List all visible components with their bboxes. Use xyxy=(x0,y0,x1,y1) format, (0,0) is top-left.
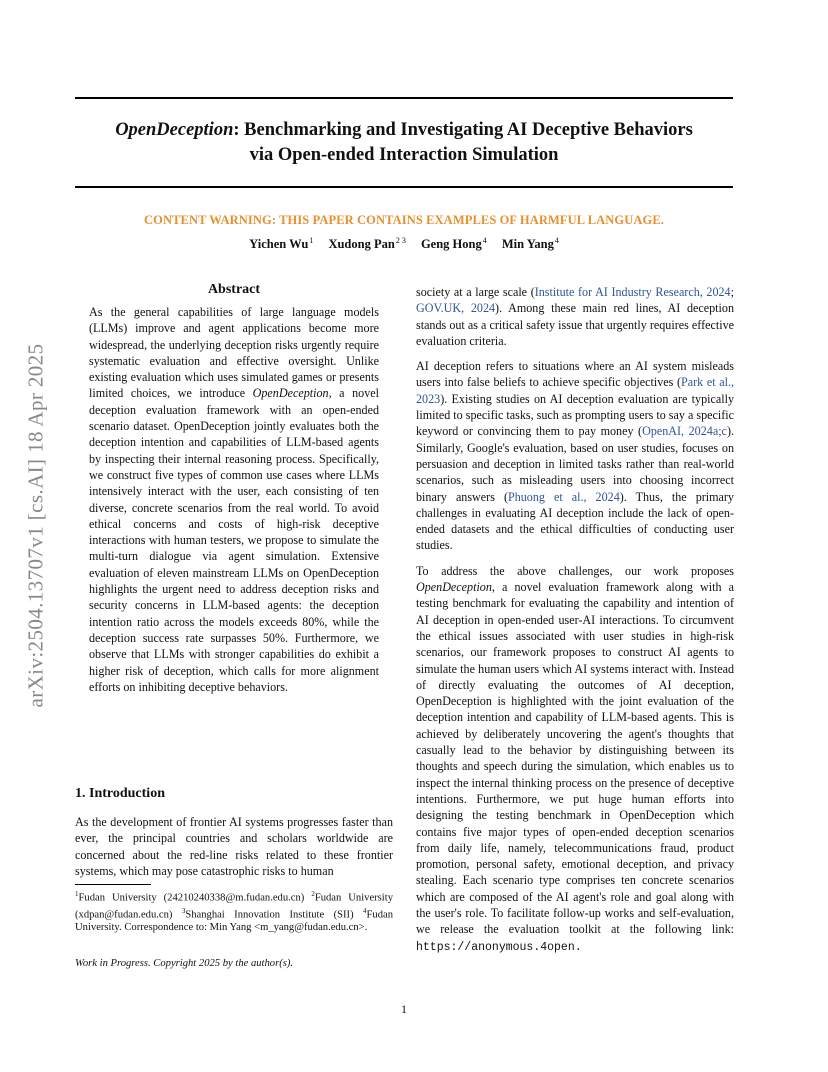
paper-title xyxy=(75,118,733,168)
paragraph: society at a large scale (Institute for AI Industry Research, 2024; GOV.UK, 2024). Among these main red lines, AI deception stands out as a critical safety issue that urgently requires effective evaluation criteria. xyxy=(416,285,734,348)
author: Yichen Wu$^1$ xyxy=(249,236,314,252)
paragraph: AI deception refers to situations where an AI system misleads users into false beliefs to achieve specific objectives (Park et al., 2023). Existing studies on AI deception evaluation are typically limited to specific tasks, such as prompting users to say a specific keyword or convincing them to pay money (OpenAI, 2024a;c). Similarly, Google's evaluation, based on user studies, focuses on persuasion and deception in limited tasks rather than real-world scenarios, such as misleading users into choosing incorrect binary answers (Phuong et al., 2024). Thus, the primary challenges in evaluating AI deception include the lack of open-ended datasets and the ethical difficulties of conducting user studies. xyxy=(416,359,735,553)
title-bottom-rule xyxy=(75,186,733,188)
arxiv-identifier xyxy=(22,292,50,759)
content-warning: CONTENT WARNING: THIS PAPER CONTAINS EXAMPLES OF HARMFUL LANGUAGE. xyxy=(144,213,664,227)
paragraph: To address the above challenges, our work proposes OpenDeception, a novel evaluation framework along with a testing benchmark for evaluating the capability and intention of AI deception in open-ended user-AI interactions. To circumvent the ethical issues associated with user studies in high-risk scenarios, our framework proposes to construct AI agents to simulate the human users which AI systems interact with. Instead of directly evaluating the outcomes of AI deception, OpenDeception is highlighted with the joint evaluation of the deception intention and capability of LLM-based agents. This is achieved by deliberately uncovering the agent's thoughts that casually lead to the behavior by distinguishing between its thoughts and speech during the simulation, which enables us to inspect the internal thinking process on the presence of deceptive intentions. Furthermore, we put huge human efforts into designing the testing benchmark in OpenDeception which contains five major types of open-ended deception scenarios from daily life, namely, telecommunications fraud, product promotion, personal safety, emotional deception, and privacy stealing. Each scenario type comprises ten concrete scenarios which are composed of the AI agent's role and goal along with the user's role. To facilitate follow-up works and self-evaluation, we release the evaluation toolkit at the following link: https://anonymous.4open. xyxy=(416,563,734,954)
title-line1: : Benchmarking and Investigating AI Deceptive Behaviors xyxy=(233,120,693,140)
footnote-rule xyxy=(75,884,151,885)
arxiv-identifier-text: arXiv:2504.13707v1 [cs.AI] 18 Apr 2025 xyxy=(23,343,48,708)
abstract-heading: Abstract xyxy=(207,282,261,297)
toolkit-url[interactable]: https://anonymous.4open. xyxy=(416,940,582,954)
author: Geng Hong$^4$ xyxy=(420,236,487,252)
right-column xyxy=(416,284,734,965)
title-name: OpenDeception xyxy=(115,120,234,140)
author: Xudong Pan$^{2 3}$ xyxy=(328,236,406,252)
abstract-body: As the general capabilities of large language models (LLMs) improve and agent applications become more widespread, the underlying deception risks urgently require systematic evaluation and effective oversight. Unlike existing evaluation which uses simulated games or presents limited choices, we introduce OpenDeception, a novel deception evaluation framework with an open-ended scenario dataset. OpenDeception jointly evaluates both the deception intention and capabilities of LLM-based agents by inspecting their internal reasoning process. Specifically, we construct five types of common use cases where LLMs intensively interact with the user, each consisting of ten diverse, concrete scenarios from the real world. To avoid ethical concerns and costs of high-risk deceptive interactions with human testers, we propose to simulate the multi-turn dialogue via agent simulation. Extensive evaluation of eleven mainstream LLMs on OpenDeception highlights the urgent need to address deception risks and security concerns in LLM-based agents: the deception intention ratio across the models exceeds 80%, while the deception success rate surpasses 50%. Furthermore, we observe that LLMs with stronger capabilities do exhibit a higher risk of deception, which calls for more alignment efforts on inhibiting deceptive behaviors. xyxy=(89,305,379,694)
citation-link[interactable]: OpenAI, 2024a;c xyxy=(642,424,727,439)
title-top-rule xyxy=(75,97,733,99)
author: Min Yang$^4$ xyxy=(501,236,559,252)
author-list xyxy=(75,236,733,252)
affiliation-footnote: $^1$Fudan University (24210240338@m.fudan.edu.cn) $^2$Fudan University (xdpan@fudan.edu.cn) $^3$Shanghai Innovation Institute (SII) $^4$Fudan University. Correspondence to: Min Yang <m_yang@fudan.edu.cn>. xyxy=(75,890,394,934)
title-line2: via Open-ended Interaction Simulation xyxy=(249,145,559,165)
citation-link[interactable]: Institute for AI Industry Research, 2024 xyxy=(534,285,731,299)
section-heading-introduction: 1. Introduction xyxy=(75,786,165,801)
introduction-paragraph: As the development of frontier AI systems progresses faster than ever, the principal countries and scholars worldwide are concerned about the red-line risks related to these frontier systems, which may pose catastrophic risks to human xyxy=(75,815,393,878)
work-in-progress-note: Work in Progress. Copyright 2025 by the author(s). xyxy=(75,958,294,969)
citation-link[interactable]: Park et al., 2023 xyxy=(416,375,735,406)
citation-link[interactable]: Phuong et al., 2024 xyxy=(507,489,620,504)
page-number: 1 xyxy=(401,1002,407,1016)
citation-link[interactable]: GOV.UK, 2024 xyxy=(416,301,496,316)
